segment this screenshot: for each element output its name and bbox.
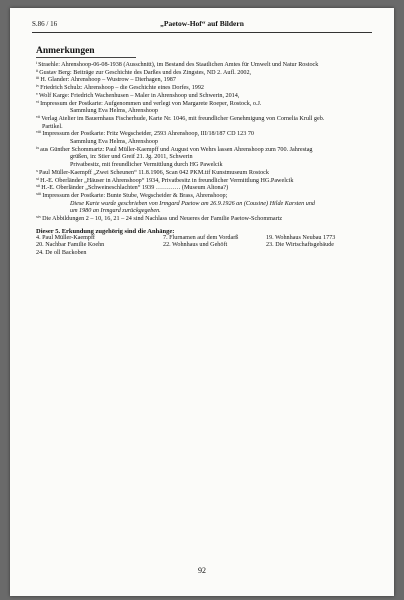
endnotes-list — [36, 62, 374, 224]
endnote-text: H.-E. Oberländer „Häuser in Ahrenshoop“ 1934, Privatbesitz in freundlicher Vermittlung HG.Pawelcik — [40, 177, 294, 184]
endnote-text: Straehle: Ahrenshoop-06-08-1938 (Ausschnitt), im Bestand des Staatlichen Amtes für Umwelt und Natur Rostock — [38, 62, 319, 68]
running-header — [32, 18, 372, 33]
endnote-text: Gustav Berg: Beiträge zur Geschichte des Darßes und des Zingstes, ND 2. Aufl. 2002, — [39, 69, 252, 76]
endnote — [36, 131, 374, 139]
endnote-text: Paul Müller-Kaempff „Zwei Scheunen“ 11.8.1906, Scan 042 PKM.tif Kunstmuseum Rostock — [39, 169, 269, 176]
endnote-continuation: Sammlung Eva Helms, Ahrenshoop — [70, 139, 159, 146]
annex-list — [36, 235, 374, 258]
endnote-marker: iv — [36, 83, 40, 89]
endnote-text: Die Abbildungen 2 – 10, 16, 21 – 24 sind Nachlass und Neueres der Familie Paetow-Schommartz — [42, 216, 283, 223]
title-divider — [36, 57, 136, 58]
endnote-marker: ii — [36, 67, 39, 73]
endnote-marker: xii — [36, 183, 41, 189]
endnote — [36, 98, 374, 109]
endnote-continuation: Privatbesitz, mit freundlicher Vermittlung durch HG Pawelcik — [70, 162, 223, 169]
endnote-text: H. Glander: Ahrenshoop – Wustrow – Dierhagen, 1987 — [40, 77, 176, 84]
endnote-text: Impressum der Postkarte: Bunte Stube, Wegscheider & Brass, Ahrenshoop; — [42, 192, 228, 199]
endnote-marker: iii — [36, 75, 40, 81]
endnote-marker: v — [36, 90, 38, 96]
endnote-marker: vi — [36, 98, 40, 104]
annex-item: 22. Wohnhaus und Gehöft — [163, 242, 228, 249]
endnote-continuation: grüßen, in: Stier und Greif 21. Jg. 2011, Schwerin — [70, 154, 193, 161]
endnote-text: Impressum der Postkarte: Fritz Wegscheider, 2593 Ahrenshoop, III/18/187 CD 123 70 — [42, 131, 254, 138]
endnote-continuation: Sammlung Eva Helms, Ahrenshoop — [70, 108, 159, 115]
annex-item: 24. De oll Backoben — [36, 249, 87, 256]
endnote-continuation: Partikel. — [42, 123, 63, 130]
endnote — [36, 167, 374, 178]
endnote-marker: xiv — [36, 214, 42, 220]
header-title: „Paetow-Hof“ auf Bildern — [160, 19, 244, 28]
annex-heading: Dieser 5. Erkundung zugehörig sind die Anhänge: — [36, 227, 175, 235]
endnote-continuation: um 1980 an Irmgard zurückgegeben. — [70, 208, 161, 215]
endnote — [36, 85, 374, 93]
endnote-continuation: Diese Karte wurde geschrieben von Irmgard Paetow am 26.9.1926 an (Cousine) Hilde Karsten und — [70, 200, 315, 207]
endnote-text: Verlag Atelier im Bauernhaus Fischerhude, Karte Nr. 1046, mit freundlicher Genehmigung von Cornelia Krull geb. — [41, 115, 325, 122]
header-page-ref: S.86 / 16 — [32, 20, 58, 28]
endnote-marker: vii — [36, 113, 41, 119]
endnote-marker: i — [36, 60, 38, 65]
endnote — [36, 216, 374, 224]
annex-item: 19. Wohnhaus Neubau 1773 — [266, 234, 336, 241]
endnote-text: Friedrich Schulz: Ahrenshoop – die Geschichte eines Dorfes, 1992 — [40, 85, 205, 92]
annex-item: 20. Nachbar Familie Koehn — [36, 242, 105, 249]
page-number: 92 — [198, 566, 206, 575]
endnote-text: Wolf Karge: Friedrich Wachenhusen – Maler in Ahrenshoop und Schwerin, 2014, — [39, 92, 240, 99]
endnote-marker: xi — [36, 175, 40, 181]
endnote-text: Impressum der Postkarte: Aufgenommen und verlegt von Margarete Roeper, Rostock, o.J. — [40, 100, 262, 107]
page-content — [36, 46, 374, 258]
endnote — [36, 185, 374, 193]
annex-item: 7. Flurnamen auf dem Vordarß — [163, 234, 239, 241]
endnote — [36, 113, 374, 124]
endnote — [36, 90, 374, 101]
endnote-marker: xiii — [36, 190, 42, 196]
endnote-marker: viii — [36, 129, 42, 135]
endnote — [36, 190, 374, 201]
endnote-text: aus Günther Schommartz: Paul Müller-Kaempff und August von Wehrs lassen Ahrenshoop zum 700. Jahrestag — [40, 146, 313, 153]
section-title: Anmerkungen — [36, 46, 95, 56]
endnote-marker: x — [36, 167, 38, 173]
endnote — [36, 77, 374, 85]
endnote-marker: ix — [36, 144, 40, 150]
document-page — [10, 8, 394, 596]
annex-item: 4. Paul Müller-Kaempff — [36, 234, 95, 241]
endnote-text: H.-E. Oberländer „Schweineschlachten“ 1939 ………… (Museum Altona?) — [41, 185, 229, 192]
endnote — [36, 62, 374, 70]
annex-item: 23. Die Wirtschaftsgebäude — [266, 242, 335, 249]
